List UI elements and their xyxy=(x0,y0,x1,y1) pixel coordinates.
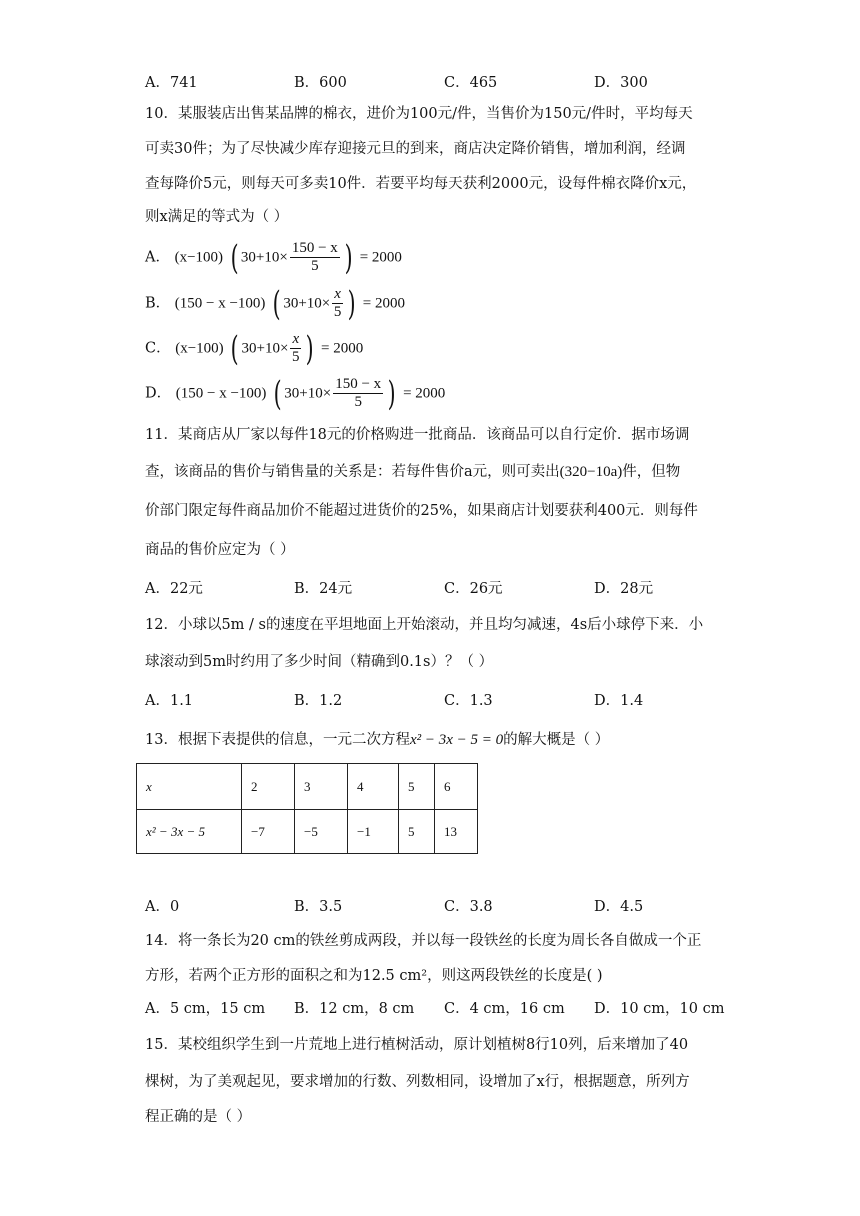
q9-option-b: B．600 xyxy=(294,75,347,91)
table-cell: x xyxy=(137,764,242,810)
expr-inner: 30+10× xyxy=(240,249,288,266)
expr-inner: 30+10× xyxy=(241,340,289,357)
table-row xyxy=(137,764,478,810)
table-cell: 5 xyxy=(399,810,435,854)
q10-option-c: C． (x−100) ( 30+10× $\frac{x}{5}$ ) = 2000 xyxy=(145,328,364,369)
fraction: $\frac{150 - x}{5}$ xyxy=(291,240,338,274)
expr-left: (x−100) xyxy=(175,340,224,357)
expr-rhs: = 2000 xyxy=(359,249,402,266)
q11-option-c: C．26元 xyxy=(444,581,503,597)
q13-option-c: C．3.8 xyxy=(444,899,493,915)
q9-option-d: D．300 xyxy=(594,75,648,91)
expr-inner: 30+10× xyxy=(283,295,331,312)
q12-option-c: C．1.3 xyxy=(444,693,493,709)
table-cell: 13 xyxy=(435,810,478,854)
expr-left: (x−100) xyxy=(174,249,224,266)
q11-line-1: 11．某商店从厂家以每件18元的价格购进一批商品．该商品可以自行定价．据市场调 xyxy=(145,427,690,443)
q15-line-3: 程正确的是（ ） xyxy=(145,1109,252,1125)
option-label: A． xyxy=(145,249,170,266)
q14-option-b: B．12 cm，8 cm xyxy=(294,1001,415,1017)
q13-equation: x² − 3x − 5 = 0 xyxy=(409,732,504,748)
q11-line-2-text: 查，该商品的售价与销售量的关系是：若每件售价a元，则可卖出 xyxy=(145,464,560,480)
q12-option-d: D．1.4 xyxy=(594,693,644,709)
q11-option-d: D．28元 xyxy=(594,581,654,597)
q10-line-2: 可卖30件；为了尽快减少库存迎接元旦的到来，商店决定降价销售，增加利润，经调 xyxy=(145,141,686,157)
q11-line-4: 商品的售价应定为（ ） xyxy=(145,542,295,558)
option-label: D． xyxy=(145,385,172,402)
q9-option-a: A．741 xyxy=(145,75,198,91)
q9-option-c: C．465 xyxy=(444,75,498,91)
fraction: $\frac{x}{5}$ xyxy=(292,331,300,365)
table-cell: 6 xyxy=(435,764,478,810)
q10-option-b: B． (150 − x −100) ( 30+10× $\frac{x}{5}$ ) = 2000 xyxy=(145,283,405,324)
q13-text-tail: 的解大概是（ ） xyxy=(503,732,610,748)
table-cell: −5 xyxy=(295,810,348,854)
q13-option-d: D．4.5 xyxy=(594,899,644,915)
q13-option-a: A．0 xyxy=(145,899,180,915)
q11-option-a: A．22元 xyxy=(145,581,203,597)
q10-line-1: 10．某服装店出售某品牌的棉衣，进价为100元/件，当售价为150元/件时，平均每天 xyxy=(145,106,693,122)
table-cell: 2 xyxy=(242,764,295,810)
q14-line-2: 方形，若两个正方形的面积之和为12.5 cm²，则这两段铁丝的长度是( ) xyxy=(145,968,603,984)
q11-line-2 xyxy=(145,462,680,482)
q10-line-4: 则x满足的等式为（ ） xyxy=(145,209,289,225)
table-cell: −1 xyxy=(348,810,399,854)
q10-option-a: A． (x−100) ( 30+10× $\frac{150 - x}{5}$ ) = 2000 xyxy=(145,237,402,278)
q13-text: 13．根据下表提供的信息，一元二次方程 xyxy=(145,732,410,748)
fraction: $\frac{150 - x}{5}$ xyxy=(335,376,382,410)
table-row xyxy=(137,810,478,854)
table-cell: −7 xyxy=(242,810,295,854)
q14-option-d: D．10 cm，10 cm xyxy=(594,1001,725,1017)
option-label: B． xyxy=(145,295,171,312)
value-table xyxy=(136,763,478,854)
q12-option-a: A．1.1 xyxy=(145,693,194,709)
table-cell: 5 xyxy=(399,764,435,810)
expr-inner: 30+10× xyxy=(284,385,332,402)
table-cell: 4 xyxy=(348,764,399,810)
q12-option-b: B．1.2 xyxy=(294,693,343,709)
expr-rhs: = 2000 xyxy=(321,340,364,357)
q14-option-a: A．5 cm，15 cm xyxy=(145,1001,266,1017)
q10-line-3: 查每降价5元，则每天可多卖10件．若要平均每天获利2000元，设每件棉衣降价x元， xyxy=(145,176,697,192)
table-cell: x² − 3x − 5 xyxy=(137,810,242,854)
fraction: $\frac{x}{5}$ xyxy=(333,286,342,320)
q11-line-3: 价部门限定每件商品加价不能超过进货价的25%，如果商店计划要获利400元．则每件 xyxy=(145,503,698,519)
q10-option-d: D． (150 − x −100) ( 30+10× $\frac{150 - x}{5}$ ) = 2000 xyxy=(145,373,446,414)
expr-left: (150 − x −100) xyxy=(174,295,266,312)
expr-rhs: = 2000 xyxy=(403,385,446,402)
table-cell: 3 xyxy=(295,764,348,810)
q14-option-c: C．4 cm，16 cm xyxy=(444,1001,565,1017)
q11-line-2-tail: 件，但物 xyxy=(622,464,681,480)
expr-left: (150 − x −100) xyxy=(175,385,267,402)
expr-rhs: = 2000 xyxy=(362,295,405,312)
q14-line-1: 14．将一条长为20 cm的铁丝剪成两段，并以每一段铁丝的长度为周长各自做成一个正 xyxy=(145,933,702,949)
q12-line-1: 12．小球以5m / s的速度在平坦地面上开始滚动，并且均匀减速，4s后小球停下来．小 xyxy=(145,617,704,633)
q15-line-2: 棵树，为了美观起见，要求增加的行数、列数相同，设增加了x行，根据题意，所列方 xyxy=(145,1074,690,1090)
option-label: C． xyxy=(145,340,171,357)
q12-line-2: 球滚动到5m时约用了多少时间（精确到0.1s）？（ ） xyxy=(145,654,494,670)
q11-option-b: B．24元 xyxy=(294,581,353,597)
q13-option-b: B．3.5 xyxy=(294,899,343,915)
q11-expression: (320−10a) xyxy=(559,464,623,480)
q15-line-1: 15．某校组织学生到一片荒地上进行植树活动，原计划植树8行10列，后来增加了40 xyxy=(145,1037,689,1053)
q13-line-1 xyxy=(145,730,609,750)
